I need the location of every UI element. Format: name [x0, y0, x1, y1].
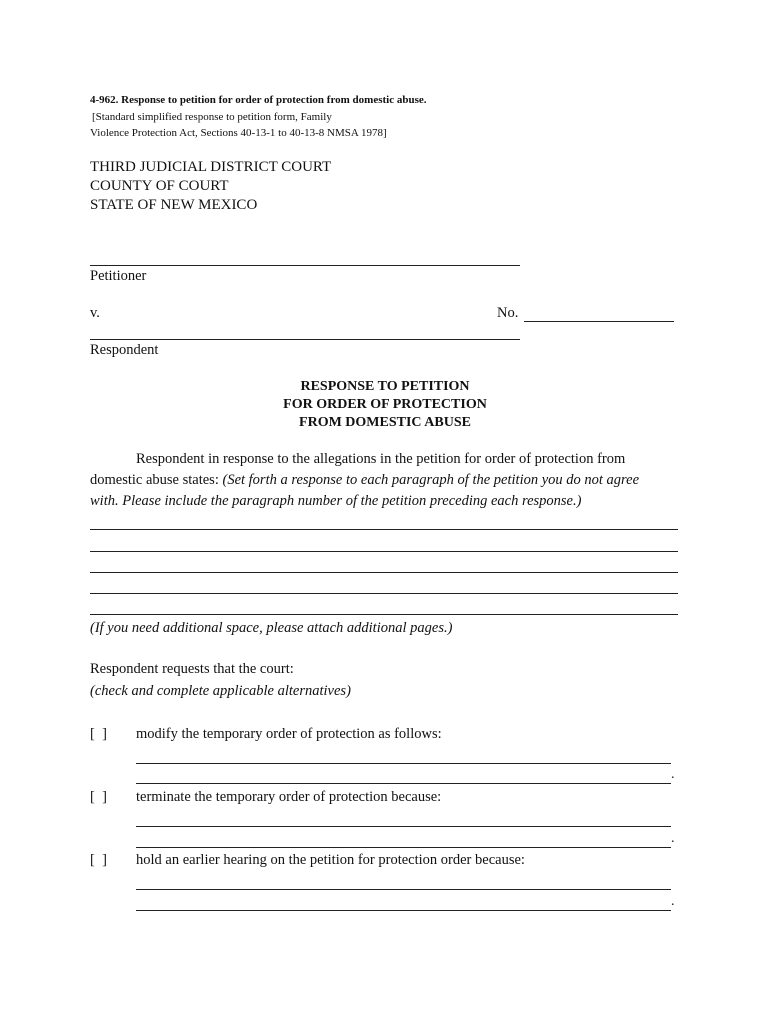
response-line[interactable] — [90, 551, 678, 552]
rule-subtitle-line2: Violence Protection Act, Sections 40-13-1 to 40-13-8 NMSA 1978] — [90, 127, 387, 139]
form-title-line1: RESPONSE TO PETITION — [300, 379, 470, 394]
earlier-hearing-checkbox[interactable]: [ ] — [90, 852, 107, 868]
petitioner-name-line[interactable] — [90, 265, 520, 266]
earlier-hearing-reason-line[interactable] — [136, 910, 671, 911]
form-title-line3: FROM DOMESTIC ABUSE — [299, 415, 471, 430]
response-line[interactable] — [90, 572, 678, 573]
period-mark: . — [671, 831, 675, 846]
terminate-reason-line[interactable] — [136, 826, 671, 827]
modify-checkbox[interactable]: [ ] — [90, 726, 107, 742]
court-state: STATE OF NEW MEXICO — [90, 197, 258, 213]
terminate-reason-line[interactable] — [136, 847, 671, 848]
modify-reason-line[interactable] — [136, 783, 671, 784]
rule-title: 4-962. Response to petition for order of protection from domestic abuse. — [90, 94, 427, 106]
court-county: COUNTY OF COURT — [90, 178, 229, 194]
versus-label: v. — [90, 305, 100, 321]
earlier-hearing-reason-line[interactable] — [136, 889, 671, 890]
terminate-option-label: terminate the temporary order of protection because: — [136, 789, 442, 805]
case-number-label: No. — [497, 305, 519, 321]
modify-option-label: modify the temporary order of protection as follows: — [136, 726, 442, 742]
earlier-hearing-option-label: hold an earlier hearing on the petition for protection order because: — [136, 852, 525, 868]
petitioner-label: Petitioner — [90, 268, 147, 284]
modify-reason-line[interactable] — [136, 763, 671, 764]
intro-line2-plain: domestic abuse states: — [90, 472, 223, 488]
form-title-line2: FOR ORDER OF PROTECTION — [283, 397, 487, 412]
terminate-checkbox[interactable]: [ ] — [90, 789, 107, 805]
additional-space-note: (If you need additional space, please attach additional pages.) — [90, 620, 453, 636]
response-line[interactable] — [90, 593, 678, 594]
rule-subtitle-line1: [Standard simplified response to petition form, Family — [92, 111, 332, 123]
court-name: THIRD JUDICIAL DISTRICT COURT — [90, 159, 332, 175]
requests-label: Respondent requests that the court: — [90, 661, 294, 677]
intro-line2-italic: (Set forth a response to each paragraph of the petition you do not agree — [222, 472, 640, 488]
intro-line2 — [90, 472, 639, 489]
case-number-line[interactable] — [524, 321, 674, 322]
period-mark: . — [671, 894, 675, 909]
requests-instruction: (check and complete applicable alternatives) — [90, 683, 351, 699]
response-line[interactable] — [90, 614, 678, 615]
intro-line3: with. Please include the paragraph number of the petition preceding each response.) — [90, 493, 582, 509]
period-mark: . — [671, 767, 675, 782]
respondent-name-line[interactable] — [90, 339, 520, 340]
response-line[interactable] — [90, 529, 678, 530]
intro-line1: Respondent in response to the allegations in the petition for order of protection from — [136, 451, 626, 467]
respondent-label: Respondent — [90, 342, 159, 358]
